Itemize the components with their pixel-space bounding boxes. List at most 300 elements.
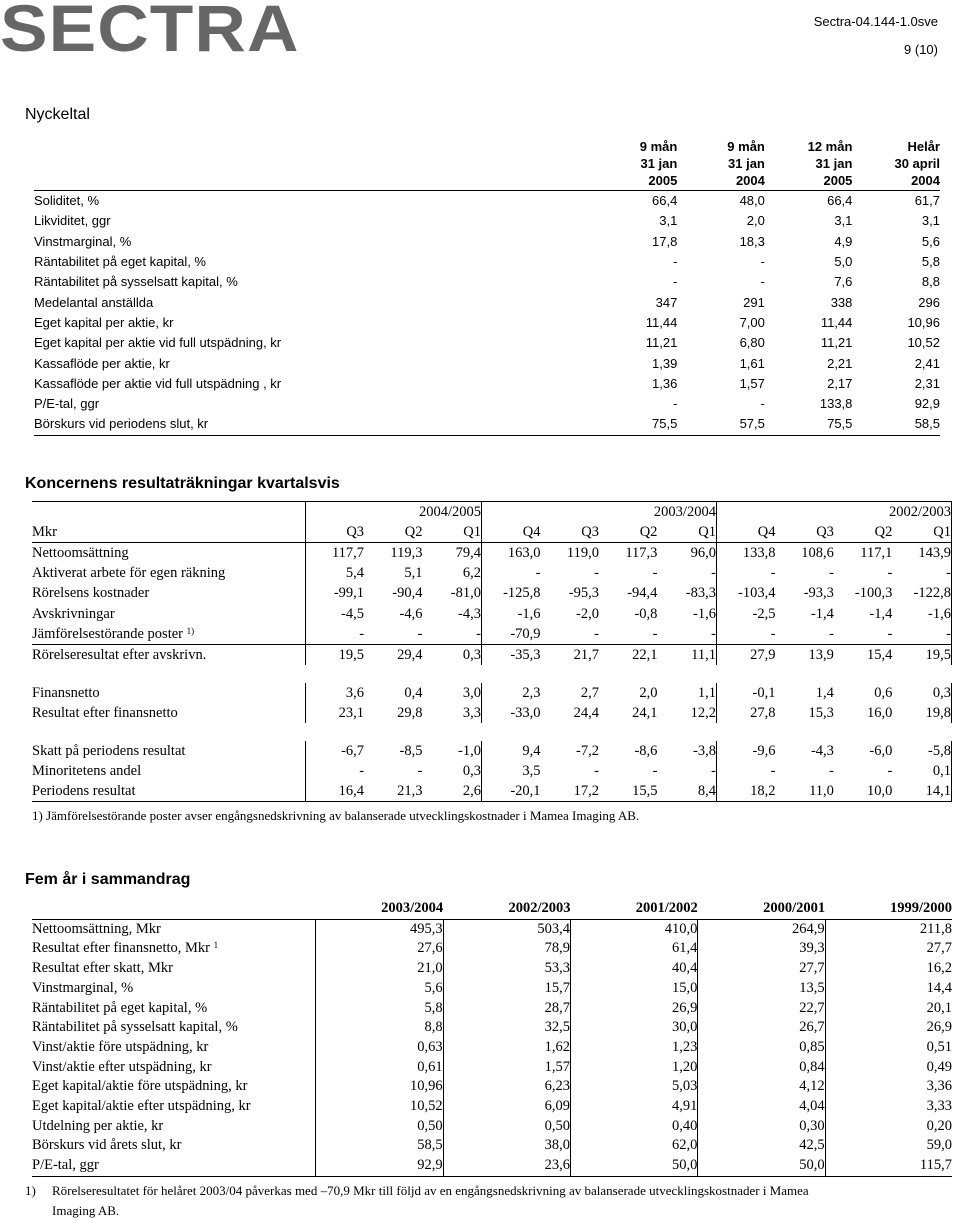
table-row — [32, 959, 952, 979]
value-cell: 347 — [655, 294, 678, 310]
nyckeltal-header-row — [34, 138, 940, 155]
value-cell: 50,0 — [570, 1156, 697, 1176]
kvartal-table — [32, 501, 952, 802]
row-label — [32, 583, 305, 603]
header-spacer — [34, 138, 606, 155]
table-row — [32, 761, 952, 781]
row-label-text: Eget kapital/aktie före utspädning, kr — [32, 1078, 248, 1095]
value-cell: - — [541, 624, 599, 645]
row-label — [32, 603, 305, 623]
value-cell: - — [775, 624, 833, 645]
value-cell: 30,0 — [570, 1018, 697, 1038]
column-header: 2004 — [677, 172, 765, 191]
value-cell: 117,1 — [860, 545, 893, 562]
value-cell: - — [711, 763, 716, 780]
value-cell: 3,1 — [921, 213, 940, 229]
row-label: P/E-tal, ggr — [34, 396, 100, 412]
value-cell: -20,1 — [482, 781, 541, 802]
row-label — [32, 919, 316, 939]
value-cell: 19,5 — [305, 644, 364, 665]
value-cell: 8,8 — [921, 274, 940, 290]
value-cell: 0,30 — [698, 1117, 825, 1137]
value-cell: - — [305, 761, 364, 781]
quarter-header: Q2 — [599, 522, 657, 543]
unit-label: Mkr — [32, 522, 305, 543]
value-cell: 59,0 — [825, 1136, 952, 1156]
column-header: Helår — [907, 139, 940, 154]
row-label-text: Räntabilitet på eget kapital, % — [32, 999, 208, 1016]
row-label-text: Resultat efter finansnetto — [32, 704, 178, 721]
row-label: Kassaflöde per aktie, kr — [34, 355, 170, 371]
value-cell: - — [482, 563, 541, 583]
value-cell: 66,4 — [652, 193, 678, 209]
value-cell: 410,0 — [570, 919, 697, 939]
table-row — [34, 333, 940, 353]
row-label-text: Periodens resultat — [32, 783, 136, 800]
value-cell: - — [673, 396, 678, 412]
value-cell: 29,4 — [397, 646, 423, 663]
nyckeltal-title: Nyckeltal — [25, 106, 90, 123]
nyckeltal-header-row — [34, 172, 940, 191]
value-cell: 108,6 — [801, 545, 834, 562]
row-label — [32, 741, 305, 761]
value-cell: 10,96 — [316, 1077, 443, 1097]
row-label-text: Rörelseresultat efter avskrivn. — [32, 646, 207, 663]
value-cell: 8,8 — [316, 1018, 443, 1038]
spacer-cell — [32, 665, 952, 683]
quarter-header: Q4 — [716, 522, 775, 543]
nyckeltal-table — [34, 138, 940, 436]
value-cell: -81,0 — [450, 585, 482, 602]
value-cell: -83,3 — [685, 585, 716, 602]
value-cell: -0,1 — [716, 683, 775, 703]
value-cell: -94,4 — [627, 585, 658, 602]
value-cell: 0,63 — [316, 1038, 443, 1058]
value-cell: 10,96 — [907, 314, 940, 330]
value-cell: - — [760, 396, 765, 412]
value-cell: 5,03 — [570, 1077, 697, 1097]
value-cell: 24,1 — [632, 704, 658, 721]
header-spacer — [32, 502, 305, 523]
value-cell: 39,3 — [698, 939, 825, 959]
value-cell: -4,5 — [305, 603, 364, 623]
row-label — [32, 543, 305, 564]
value-cell: -35,3 — [482, 644, 541, 665]
value-cell: 3,1 — [659, 213, 678, 229]
value-cell: 3,36 — [825, 1077, 952, 1097]
row-label — [32, 1038, 316, 1058]
table-row — [34, 374, 940, 394]
table-row — [34, 232, 940, 252]
value-cell: 92,9 — [914, 396, 940, 412]
table-row — [32, 1156, 952, 1176]
row-label: Räntabilitet på eget kapital, % — [34, 254, 206, 270]
value-cell: 40,4 — [570, 959, 697, 979]
value-cell: 27,7 — [825, 939, 952, 959]
row-label-text: Resultat efter finansnetto, Mkr — [32, 940, 210, 957]
value-cell: - — [594, 565, 599, 582]
row-label-text: Vinst/aktie efter utspädning, kr — [32, 1058, 212, 1075]
value-cell: - — [652, 763, 658, 780]
value-cell: 6,23 — [443, 1077, 570, 1097]
value-cell: 7,00 — [739, 314, 765, 330]
value-cell: -1,6 — [482, 603, 541, 623]
value-cell: 5,4 — [305, 563, 364, 583]
column-header: 2005 — [765, 172, 853, 191]
value-cell: 16,2 — [825, 959, 952, 979]
value-cell: -8,6 — [634, 742, 658, 759]
value-cell: 23,1 — [305, 703, 364, 723]
footnote-ref: 1) — [186, 625, 195, 636]
fem-ar-table — [32, 899, 952, 1177]
column-header: 9 mån — [639, 139, 678, 154]
table-row — [32, 919, 952, 939]
value-cell: -1,4 — [810, 605, 834, 622]
column-header: 30 april — [894, 156, 940, 171]
value-cell: 1,1 — [697, 684, 716, 701]
value-cell: 0,20 — [825, 1117, 952, 1137]
value-cell: 7,6 — [834, 274, 853, 290]
value-cell: -4,3 — [810, 742, 834, 759]
year-header: 2002/2003 — [716, 502, 951, 523]
value-cell: 115,7 — [825, 1156, 952, 1176]
value-cell: 503,4 — [443, 919, 570, 939]
value-cell: 23,6 — [443, 1156, 570, 1176]
year-header: 2003/2004 — [316, 899, 443, 919]
value-cell: 58,5 — [316, 1136, 443, 1156]
value-cell: 4,91 — [570, 1097, 697, 1117]
table-row — [32, 624, 952, 645]
value-cell: 1,39 — [652, 355, 678, 371]
value-cell: 15,4 — [867, 646, 893, 663]
value-cell: 11,1 — [691, 646, 716, 663]
row-label-text: Minoritetens andel — [32, 763, 142, 780]
quarter-header: Q1 — [892, 522, 951, 543]
value-cell: 3,1 — [834, 213, 853, 229]
row-label: Vinstmarginal, % — [34, 233, 132, 249]
value-cell: 11,21 — [820, 335, 853, 351]
value-cell: 143,9 — [892, 543, 951, 564]
value-cell: 15,3 — [808, 704, 834, 721]
value-cell: 4,12 — [698, 1077, 825, 1097]
value-cell: 14,1 — [892, 781, 951, 802]
value-cell: -1,6 — [692, 605, 716, 622]
table-row — [32, 781, 952, 802]
row-label-text: Börskurs vid årets slut, kr — [32, 1137, 182, 1154]
row-label: Likviditet, ggr — [34, 213, 111, 229]
value-cell: 1,57 — [443, 1058, 570, 1078]
column-header: 12 mån — [807, 139, 853, 154]
value-cell: -6,7 — [305, 741, 364, 761]
value-cell: -103,4 — [716, 583, 775, 603]
quarter-header: Q3 — [775, 522, 833, 543]
value-cell: -6,0 — [869, 742, 893, 759]
value-cell: 0,50 — [443, 1117, 570, 1137]
value-cell: -122,8 — [892, 583, 951, 603]
value-cell: 27,8 — [716, 703, 775, 723]
value-cell: 0,3 — [892, 683, 951, 703]
value-cell: 1,57 — [739, 375, 765, 391]
value-cell: 15,5 — [599, 781, 657, 802]
spacer-cell — [32, 723, 952, 741]
value-cell: 50,0 — [698, 1156, 825, 1176]
value-cell: 92,9 — [316, 1156, 443, 1176]
row-label-text: Resultat efter skatt, Mkr — [32, 960, 173, 977]
table-row — [34, 211, 940, 231]
value-cell: 32,5 — [443, 1018, 570, 1038]
table-row — [32, 1097, 952, 1117]
value-cell: -95,3 — [568, 585, 599, 602]
row-label — [32, 781, 305, 802]
value-cell: - — [760, 274, 765, 290]
quarter-header: Q2 — [364, 522, 422, 543]
value-cell: 10,0 — [834, 781, 892, 802]
header-spacer — [34, 155, 606, 172]
value-cell: 296 — [918, 294, 940, 310]
value-cell: 19,8 — [892, 703, 951, 723]
value-cell: 24,4 — [573, 704, 599, 721]
value-cell: 2,0 — [746, 213, 765, 229]
value-cell: 11,0 — [775, 781, 833, 802]
value-cell: -4,6 — [399, 605, 423, 622]
row-label — [32, 979, 316, 999]
row-label-text: P/E-tal, ggr — [32, 1157, 99, 1174]
row-label-text: Vinstmarginal, % — [32, 979, 134, 996]
value-cell: 0,40 — [570, 1117, 697, 1137]
value-cell: 0,50 — [316, 1117, 443, 1137]
value-cell: 3,6 — [305, 683, 364, 703]
table-row — [32, 741, 952, 761]
value-cell: 16,4 — [305, 781, 364, 802]
value-cell: 133,8 — [716, 543, 775, 564]
table-row — [34, 353, 940, 373]
quarter-header: Q3 — [541, 522, 599, 543]
value-cell: 1,23 — [570, 1038, 697, 1058]
value-cell: 1,4 — [815, 684, 834, 701]
row-label — [32, 683, 305, 703]
value-cell: 0,3 — [462, 646, 482, 663]
row-label-text: Utdelning per aktie, kr — [32, 1117, 164, 1134]
table-row — [32, 563, 952, 583]
table-row — [32, 1018, 952, 1038]
row-label — [32, 999, 316, 1019]
value-cell: -4,3 — [458, 605, 482, 622]
table-row — [32, 999, 952, 1019]
value-cell: - — [716, 761, 775, 781]
quarter-header: Q2 — [834, 522, 892, 543]
value-cell: 15,0 — [570, 979, 697, 999]
value-cell: 17,2 — [541, 781, 599, 802]
value-cell: 3,33 — [825, 1097, 952, 1117]
value-cell: 291 — [743, 294, 765, 310]
kvartal-quarter-row — [32, 522, 952, 543]
value-cell: 21,3 — [364, 781, 422, 802]
row-label — [32, 1018, 316, 1038]
value-cell: -2,0 — [576, 605, 599, 622]
fem-ar-title: Fem år i sammandrag — [25, 871, 191, 888]
value-cell: 119,0 — [566, 545, 599, 562]
value-cell: 5,8 — [921, 254, 940, 270]
value-cell: 10,52 — [907, 335, 940, 351]
page-number: 9 (10) — [904, 42, 938, 57]
value-cell: - — [892, 563, 951, 583]
value-cell: 338 — [830, 294, 853, 310]
table-row — [32, 644, 952, 665]
value-cell: 5,6 — [316, 979, 443, 999]
column-header: 9 mån — [727, 139, 765, 154]
value-cell: 48,0 — [739, 193, 765, 209]
row-label-text: Vinst/aktie före utspädning, kr — [32, 1038, 209, 1055]
row-label-text: Eget kapital/aktie efter utspädning, kr — [32, 1098, 251, 1115]
table-row — [34, 191, 940, 212]
table-row — [32, 1038, 952, 1058]
year-header: 2002/2003 — [443, 899, 570, 919]
value-cell: 12,2 — [690, 704, 716, 721]
value-cell: - — [829, 763, 834, 780]
value-cell: 6,2 — [462, 565, 482, 582]
table-row — [32, 1077, 952, 1097]
column-header: 31 jan — [728, 156, 765, 171]
row-label — [32, 1058, 316, 1078]
row-label: Räntabilitet på sysselsatt kapital, % — [34, 274, 238, 290]
row-label: Börskurs vid periodens slut, kr — [34, 414, 606, 435]
value-cell: 5,8 — [316, 999, 443, 1019]
value-cell: - — [887, 763, 893, 780]
value-cell: -8,5 — [399, 742, 423, 759]
value-cell: 6,80 — [739, 335, 765, 351]
document-reference: Sectra-04.144-1.0sve — [813, 14, 938, 29]
value-cell: 0,4 — [404, 684, 423, 701]
value-cell: 1,61 — [739, 355, 765, 371]
value-cell: - — [887, 565, 893, 582]
value-cell: 3,5 — [482, 761, 541, 781]
value-cell: -1,6 — [892, 603, 951, 623]
quarter-header: Q1 — [423, 522, 482, 543]
spacer-row — [32, 723, 952, 741]
value-cell: 1,36 — [652, 375, 678, 391]
row-label: Eget kapital per aktie vid full utspädning, kr — [34, 335, 282, 351]
value-cell: 117,3 — [625, 545, 658, 562]
value-cell: - — [716, 563, 775, 583]
value-cell: 13,9 — [808, 646, 834, 663]
value-cell: 0,1 — [892, 761, 951, 781]
value-cell: 29,8 — [397, 704, 423, 721]
table-row — [34, 292, 940, 312]
value-cell: 28,7 — [443, 999, 570, 1019]
year-header: 2001/2002 — [570, 899, 697, 919]
value-cell: 5,1 — [404, 565, 423, 582]
column-header: 31 jan — [815, 156, 853, 171]
value-cell: 9,4 — [482, 741, 541, 761]
value-cell: 21,7 — [573, 646, 599, 663]
table-row — [32, 583, 952, 603]
value-cell: 14,4 — [825, 979, 952, 999]
table-row — [32, 703, 952, 723]
value-cell: - — [892, 624, 951, 645]
value-cell: - — [423, 624, 482, 645]
value-cell: 2,21 — [827, 355, 853, 371]
spacer-row — [32, 665, 952, 683]
value-cell: - — [711, 565, 716, 582]
fem-ar-footnote-marker: 1) — [25, 1183, 36, 1198]
value-cell: 8,4 — [657, 781, 716, 802]
table-row — [32, 939, 952, 959]
row-label-text: Aktiverat arbete för egen räkning — [32, 565, 226, 582]
value-cell: 4,04 — [698, 1097, 825, 1117]
value-cell: - — [594, 763, 599, 780]
quarter-header: Q4 — [482, 522, 541, 543]
row-label: Medelantal anställda — [34, 294, 154, 310]
value-cell: 61,7 — [914, 193, 940, 209]
value-cell: 27,7 — [698, 959, 825, 979]
table-row — [32, 979, 952, 999]
column-header: 2004 — [852, 172, 940, 191]
value-cell: 26,9 — [825, 1018, 952, 1038]
header-spacer — [34, 172, 606, 191]
table-row — [34, 313, 940, 333]
value-cell: 211,8 — [825, 919, 952, 939]
value-cell: 62,0 — [570, 1136, 697, 1156]
table-row — [32, 603, 952, 623]
value-cell: 66,4 — [827, 193, 853, 209]
row-label-text: Nettoomsättning — [32, 545, 129, 562]
value-cell: 13,5 — [698, 979, 825, 999]
row-label — [32, 563, 305, 583]
value-cell: 15,7 — [443, 979, 570, 999]
value-cell: -33,0 — [482, 703, 541, 723]
value-cell: -5,8 — [892, 741, 951, 761]
value-cell: 0,61 — [316, 1058, 443, 1078]
table-row — [32, 1136, 952, 1156]
value-cell: 58,5 — [852, 414, 940, 435]
row-label-text: Avskrivningar — [32, 605, 115, 622]
row-label-text: Finansnetto — [32, 684, 100, 701]
value-cell: 0,3 — [462, 763, 482, 780]
table-row — [32, 1117, 952, 1137]
value-cell: 22,1 — [632, 646, 658, 663]
row-label: Eget kapital per aktie, kr — [34, 314, 174, 330]
value-cell: - — [673, 254, 678, 270]
value-cell: 75,5 — [765, 414, 853, 435]
value-cell: 117,7 — [305, 543, 364, 564]
value-cell: - — [364, 624, 422, 645]
table-row — [34, 394, 940, 414]
value-cell: 0,85 — [698, 1038, 825, 1058]
value-cell: -70,9 — [482, 624, 541, 645]
table-row — [32, 1058, 952, 1078]
value-cell: 18,3 — [739, 233, 765, 249]
value-cell: 78,9 — [443, 939, 570, 959]
value-cell: 10,52 — [316, 1097, 443, 1117]
year-header: 2003/2004 — [482, 502, 717, 523]
value-cell: 53,3 — [443, 959, 570, 979]
column-header: 2005 — [606, 172, 677, 191]
value-cell: 11,44 — [820, 314, 853, 330]
row-label-text: Räntabilitet på sysselsatt kapital, % — [32, 1019, 238, 1036]
value-cell: 22,7 — [698, 999, 825, 1019]
row-label — [32, 644, 305, 665]
value-cell: 2,7 — [580, 684, 599, 701]
value-cell: - — [760, 254, 765, 270]
value-cell: 2,0 — [639, 684, 658, 701]
value-cell: 0,49 — [825, 1058, 952, 1078]
value-cell: 20,1 — [825, 999, 952, 1019]
value-cell: 79,4 — [455, 545, 482, 562]
sectra-logo: SECTRA — [0, 0, 300, 65]
table-row — [32, 683, 952, 703]
column-header: 31 jan — [640, 156, 678, 171]
value-cell: - — [652, 565, 658, 582]
